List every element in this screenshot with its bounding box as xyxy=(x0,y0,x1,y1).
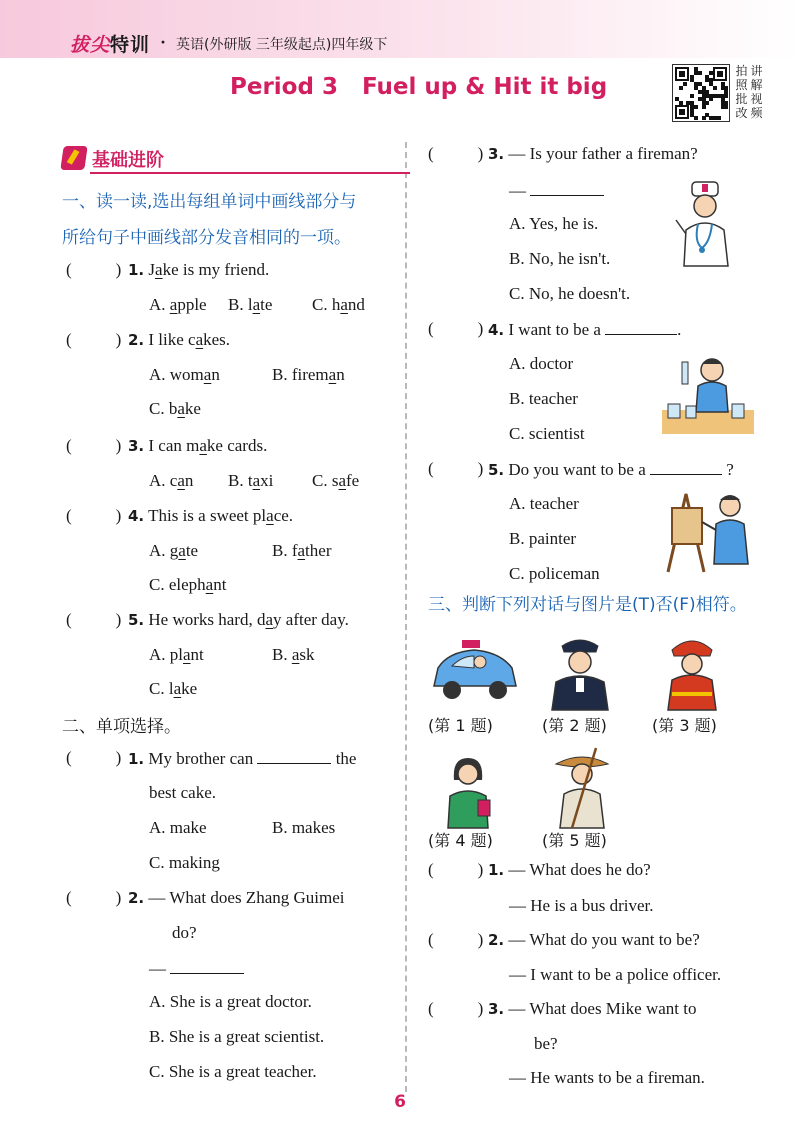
question-number: 5. xyxy=(128,611,145,629)
option-b: B. ask xyxy=(272,645,315,664)
caption-4: (第 4 题) xyxy=(428,831,493,850)
answer-bracket[interactable]: ( ) xyxy=(66,610,122,629)
option-c: C. hand xyxy=(312,295,365,314)
painter-illustration xyxy=(664,488,754,574)
option-c: C. making xyxy=(149,853,220,872)
option-a: A. doctor xyxy=(509,354,574,373)
question-3-1: 1. — What does he do? xyxy=(488,860,651,879)
option-b: B. painter xyxy=(509,529,577,548)
qr-char: 拍 xyxy=(735,64,748,78)
question-number: 3. xyxy=(488,1000,505,1018)
question-2-3: 3. — Is your father a fireman? xyxy=(488,144,698,163)
book-info: 英语(外研版 三年级起点)四年级下 xyxy=(176,37,388,53)
question-3-2: 2. — What do you want to be? xyxy=(488,930,700,949)
option-a: A. can xyxy=(149,471,194,490)
caption-3: (第 3 题) xyxy=(652,716,717,735)
question-2-4: 4. I want to be a . xyxy=(488,320,682,339)
question-1-1: 1. Jake is my friend. xyxy=(128,260,270,279)
option-c: C. safe xyxy=(312,471,360,490)
option-c: C. policeman xyxy=(509,564,600,583)
answer-blank xyxy=(650,459,722,475)
option-c: C. bake xyxy=(149,399,201,418)
option-a: A. plant xyxy=(149,645,204,664)
part1-instruction-line2: 所给句子中画线部分发音相同的一项。 xyxy=(62,228,351,248)
option-a: A. apple xyxy=(149,295,207,314)
answer-bracket[interactable]: ( ) xyxy=(66,506,122,525)
option-a: A. Yes, he is. xyxy=(509,214,599,233)
question-number: 2. xyxy=(128,331,145,349)
answer-bracket[interactable]: ( ) xyxy=(66,330,122,349)
question-1-4: 4. This is a sweet place. xyxy=(128,506,294,525)
header-dot: · xyxy=(160,32,167,52)
caption-1: (第 1 题) xyxy=(428,716,493,735)
answer-bracket[interactable]: ( ) xyxy=(428,999,484,1018)
option-a: A. teacher xyxy=(509,494,579,513)
taxi-illustration xyxy=(428,638,520,704)
question-number: 1. xyxy=(128,261,145,279)
question-1-2: 2. I like cakes. xyxy=(128,330,231,349)
question-3-2-line2: — I want to be a police officer. xyxy=(509,965,722,984)
page-title: Period 3 Fuel up & Hit it big xyxy=(230,74,608,100)
question-number: 1. xyxy=(128,750,145,768)
question-2-5: 5. Do you want to be a ? xyxy=(488,460,734,479)
question-number: 4. xyxy=(488,321,505,339)
qr-char: 讲 xyxy=(750,64,763,78)
question-number: 2. xyxy=(128,889,145,907)
brand-b: 特训 xyxy=(110,34,151,56)
option-a: A. make xyxy=(149,818,207,837)
option-c: C. scientist xyxy=(509,424,585,443)
part3-instruction: 三、判断下列对话与图片是(T)否(F)相符。 xyxy=(428,595,747,615)
answer-blank xyxy=(170,958,244,974)
part1-instruction xyxy=(62,184,356,256)
answer-bracket[interactable]: ( ) xyxy=(428,319,484,338)
qr-char: 批 xyxy=(735,92,748,106)
section-underline xyxy=(90,172,410,174)
option-c: C. No, he doesn't. xyxy=(509,284,631,303)
brand-logo xyxy=(70,30,150,57)
question-number: 4. xyxy=(128,507,145,525)
option-b: B. taxi xyxy=(228,471,274,490)
option-b: B. late xyxy=(228,295,273,314)
answer-line: — xyxy=(149,958,244,979)
column-divider xyxy=(405,142,407,1092)
question-number: 2. xyxy=(488,931,505,949)
brand-a: 拔尖 xyxy=(70,34,111,56)
part1-instruction-line1: 一、读一读,选出每组单词中画线部分与 xyxy=(62,192,357,212)
caption-2: (第 2 题) xyxy=(542,716,607,735)
qr-char: 视 xyxy=(750,92,763,106)
section-header xyxy=(62,144,397,174)
answer-bracket[interactable]: ( ) xyxy=(66,436,122,455)
answer-blank xyxy=(605,319,677,335)
question-2-2-line2: do? xyxy=(172,923,197,942)
question-1-3: 3. I can make cards. xyxy=(128,436,268,455)
qr-code-icon[interactable] xyxy=(672,64,730,122)
qr-char: 改 xyxy=(735,106,748,120)
option-c: C. elephant xyxy=(149,575,227,594)
question-1-5: 5. He works hard, day after day. xyxy=(128,610,349,629)
question-3-3-line3: — He wants to be a fireman. xyxy=(509,1068,705,1087)
teacher-illustration xyxy=(440,750,496,830)
option-c: C. She is a great teacher. xyxy=(149,1062,317,1081)
question-3-3-line2: be? xyxy=(534,1034,558,1053)
option-c: C. lake xyxy=(149,679,198,698)
question-2-2: 2. — What does Zhang Guimei xyxy=(128,888,345,907)
option-b: B. She is a great scientist. xyxy=(149,1027,325,1046)
option-a: A. gate xyxy=(149,541,199,560)
pencil-tag-icon xyxy=(60,146,87,170)
question-2-1: 1. My brother can the xyxy=(128,749,357,768)
question-number: 5. xyxy=(488,461,505,479)
caption-5: (第 5 题) xyxy=(542,831,607,850)
scientist-illustration xyxy=(662,354,754,434)
question-3-1-line2: — He is a bus driver. xyxy=(509,896,654,915)
answer-blank xyxy=(530,180,604,196)
option-b: B. No, he isn't. xyxy=(509,249,611,268)
option-b: B. teacher xyxy=(509,389,578,408)
qr-char: 频 xyxy=(750,106,763,120)
answer-bracket[interactable]: ( ) xyxy=(428,459,484,478)
question-2-1-line2: best cake. xyxy=(149,783,217,802)
answer-line: — xyxy=(509,180,604,201)
answer-bracket[interactable]: ( ) xyxy=(66,888,122,907)
section-label: 基础进阶 xyxy=(92,150,164,171)
answer-blank xyxy=(257,748,331,764)
answer-bracket[interactable]: ( ) xyxy=(66,260,122,279)
qr-char: 解 xyxy=(750,78,763,92)
part2-instruction: 二、单项选择。 xyxy=(62,717,181,737)
firefighter-illustration xyxy=(664,632,720,712)
option-b: B. makes xyxy=(272,818,336,837)
doctor-illustration xyxy=(672,178,740,268)
qr-caption xyxy=(734,64,764,120)
answer-bracket[interactable]: ( ) xyxy=(428,930,484,949)
question-number: 1. xyxy=(488,861,505,879)
question-number: 3. xyxy=(128,437,145,455)
farmer-illustration xyxy=(552,746,612,830)
option-a: A. woman xyxy=(149,365,220,384)
answer-bracket[interactable]: ( ) xyxy=(66,748,122,767)
qr-char: 照 xyxy=(735,78,748,92)
answer-bracket[interactable]: ( ) xyxy=(428,860,484,879)
option-b: B. father xyxy=(272,541,332,560)
question-number: 3. xyxy=(488,145,505,163)
option-b: B. fireman xyxy=(272,365,345,384)
answer-bracket[interactable]: ( ) xyxy=(428,144,484,163)
page-number: 6 xyxy=(394,1092,406,1112)
option-a: A. She is a great doctor. xyxy=(149,992,312,1011)
question-3-3: 3. — What does Mike want to xyxy=(488,999,697,1018)
police-officer-illustration xyxy=(548,634,612,712)
